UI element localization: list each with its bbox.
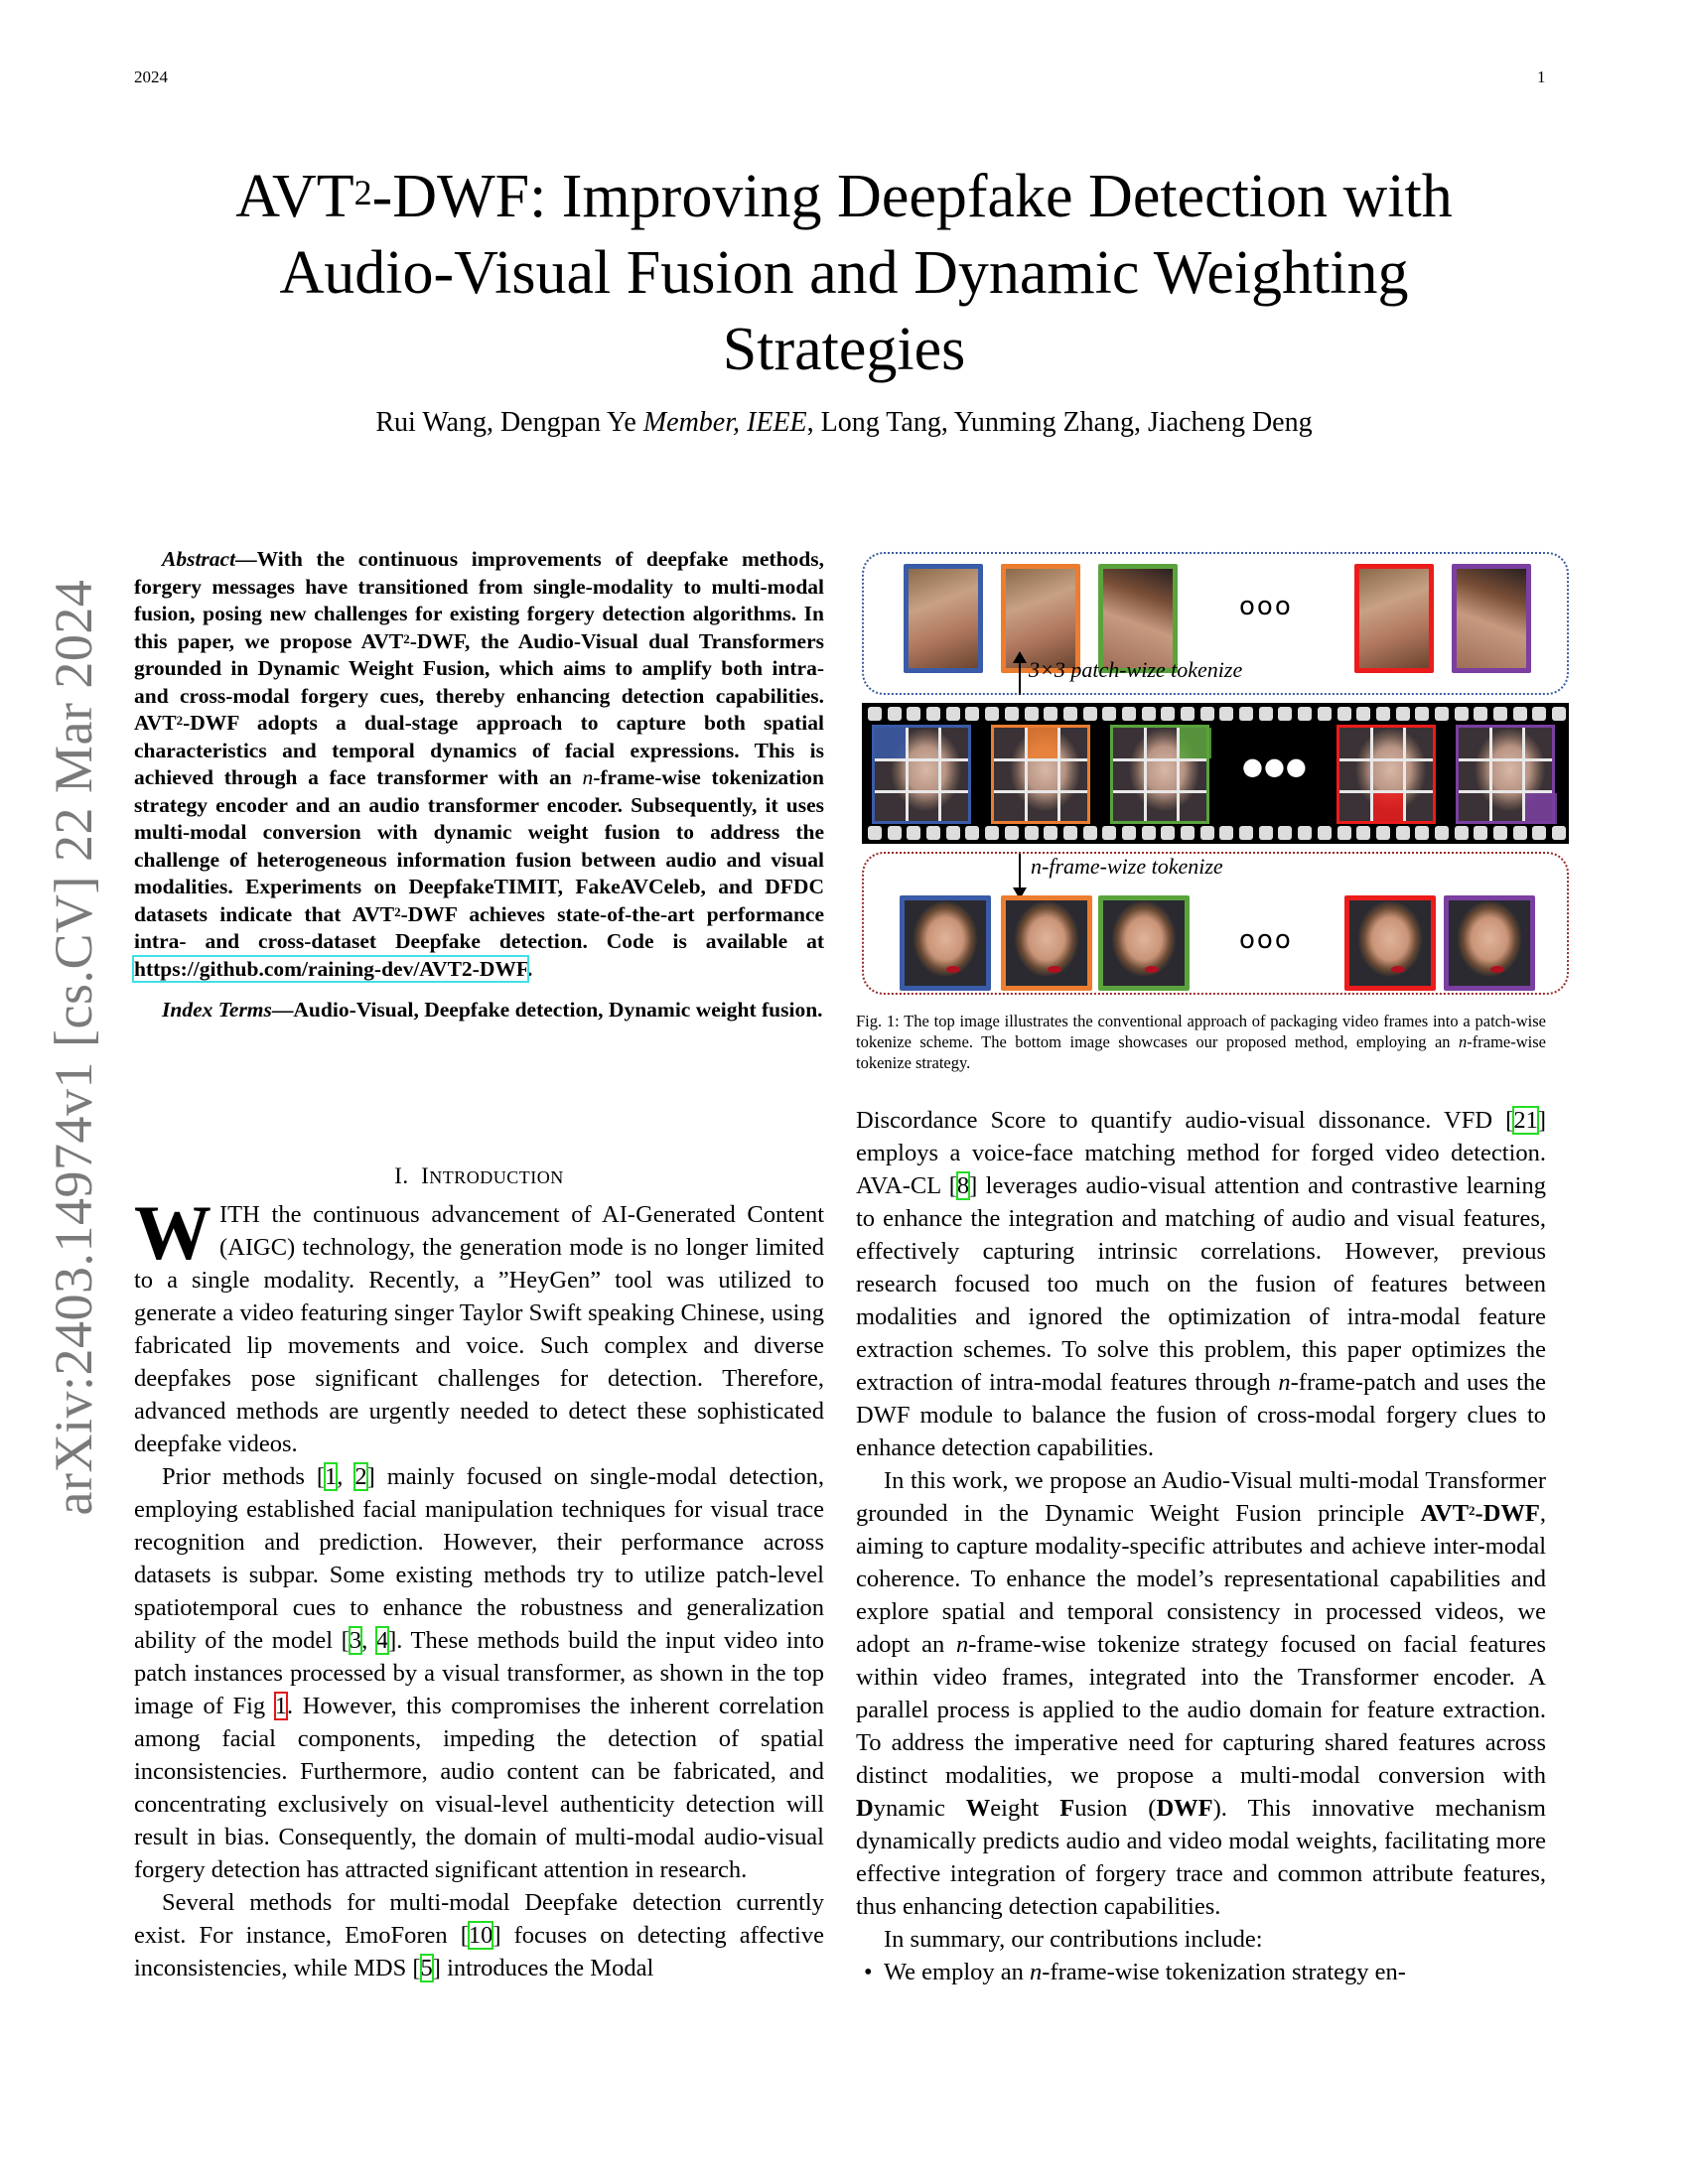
page-number: 1 [1537,68,1546,86]
superscript: 2 [394,903,401,919]
author-role: Member, IEEE [642,407,807,438]
paragraph-text: usion ( [1074,1795,1157,1822]
open-ellipsis-icon: ooo [1239,925,1293,955]
full-frame-orange [1001,895,1092,991]
index-terms-label: Index Terms [162,998,272,1022]
open-ellipsis-icon: ooo [1239,592,1293,621]
title-line-2: Audio-Visual Fusion and Dynamic Weighting [279,239,1409,307]
abstract-text: -frame-wise tokenization strategy encoder and an audio transformer encoder. Subsequently, it uses multi-modal conversion with dynamic weight fusion to address the challenge of heterogeneous information fusion between audio and visual modalities. Experiments on DeepfakeTIMIT, FakeAVCeleb, and DFDC datasets indicate that AVT [134,765,825,926]
title-line-3: Strategies [722,316,966,383]
filled-ellipsis-icon: ●●● [1242,752,1308,780]
citation-link[interactable]: 4 [375,1627,389,1654]
frame-grid-purple [1456,725,1555,824]
citation-link[interactable]: 21 [1513,1107,1538,1134]
frame-grid-orange [991,725,1090,824]
paragraph-text: -frame-wise tokenize strategy focused on facial features within video frames, integrated into the Transformer encoder. A parallel process is applied to the audio domain for feature extraction. To address the imperative need for capturing shared features across distinct modalities, we propose a multi-modal conversion with [856,1631,1546,1789]
film-perforations [868,826,1567,840]
math-n: n [1278,1369,1291,1396]
contribution-bullet-1 [856,1956,1546,1988]
frame-grid-red [1336,725,1436,824]
paragraph-text: ]. These methods build the input video into patch instances processed by a visual transformer, as shown in the top image of Fig [134,1627,824,1719]
abstract-text: -DWF achieves state-of-the-art performance intra- and cross-dataset Deepfake detection. Code is available at [134,901,824,953]
title-superscript: 2 [353,173,372,212]
superscript: 2 [403,630,410,646]
frame-tokenize-label: n-frame-wize tokenize [1031,854,1223,879]
paper-title [0,159,1688,388]
frame-grid-green [1110,725,1209,824]
right-paragraph-2 [856,1464,1546,1923]
patch-tile-blue [904,564,983,673]
index-terms [134,997,824,1024]
citation-link[interactable]: 1 [325,1463,338,1490]
figure-reference-link[interactable]: 1 [274,1693,287,1719]
math-n: n [1030,1959,1043,1985]
paragraph-text: In this work, we propose an Audio-Visual multi-modal Transformer grounded in the Dynamic Weight Fusion principle [856,1467,1546,1527]
patch-tile-red [1354,564,1434,673]
index-terms-text: —Audio-Visual, Deepfake detection, Dynamic weight fusion. [271,998,823,1022]
abstract-block [134,546,824,1024]
paragraph-text: ] mainly focused on single-modal detection, employing established facial manipulation techniques for visual trace recognition and prediction. However, their performance across datasets is subpar. Some existing methods try to utilize patch-level spatiotemporal cues to enhance the robustness and generalization ability of the model [ [134,1463,825,1654]
paragraph-text: Prior methods [ [162,1463,326,1490]
intro-right-column [856,1104,1546,1988]
full-frame-blue [900,895,991,991]
superscript: 2 [1469,1503,1476,1518]
running-header-year: 2024 [134,68,168,86]
dash: — [235,547,257,571]
separator: , [337,1463,355,1490]
period: . [527,956,533,981]
patch-tokenize-label: 3×3 patch-wize tokenize [1029,657,1243,682]
authors-text: , Long Tang, Yunming Zhang, Jiacheng Deng [806,407,1313,438]
down-arrow-icon [1019,854,1021,889]
paragraph-text: eight [990,1795,1060,1822]
acronym-letter: W [965,1795,991,1822]
code-repository-link[interactable]: https://github.com/raining-dev/AVT2-DWF [134,956,528,981]
section-heading-introduction [134,1163,824,1189]
paragraph-text: ] introduces the Modal [432,1955,654,1981]
intro-paragraph-3 [134,1886,824,1984]
right-paragraph-3: In summary, our contributions include: [884,1926,1263,1953]
paragraph-text: ). This innovative mechanism dynamically predicts audio and video modal weights, facilitating more effective integration of forgery trace and common attribute features, thus enhancing detection capabilities. [856,1795,1546,1920]
citation-link[interactable]: 8 [956,1172,970,1199]
section-title-initial: I [421,1163,430,1188]
paragraph-text: -frame-wise tokenization strategy en- [1042,1959,1406,1985]
full-frame-purple [1444,895,1535,991]
method-name: AVT [1420,1500,1470,1527]
paragraph-text: . However, this compromises the inherent correlation among facial components, impeding the detection of spatial inconsistencies. Furthermore, audio content can be fabricated, and concentrating exclusively on visual-level authenticity detection will result in bias. Consequently, the domain of multi-modal audio-visual forgery detection has attracted significant attention in research. [134,1693,824,1883]
citation-link[interactable]: 2 [354,1463,367,1490]
superscript: 2 [176,713,184,728]
citation-link[interactable]: 3 [349,1627,362,1654]
math-n: n [582,765,594,789]
figure-1-caption [856,1011,1546,1073]
acronym-letter: D [856,1795,874,1822]
acronym-letter: F [1059,1795,1075,1822]
math-n: n [1459,1032,1468,1051]
figure-1 [862,544,1569,1001]
intro-paragraph-2 [134,1460,824,1886]
section-title-rest: NTRODUCTION [429,1167,564,1187]
abstract-text: With the continuous improvements of deepfake methods, forgery messages have transitioned from single-modality to multi-modal fusion, posing new challenges for existing forgery detection algorithms. In this paper, we propose AVT [134,547,824,653]
paragraph-text: ] employs a voice-face matching method for forged video detection. AVA-CL [ [856,1107,1546,1199]
math-n: n [955,1631,969,1658]
title-part: AVT [235,163,354,230]
abstract-text: -DWF, the Audio-Visual dual Transformers grounded in Dynamic Weight Fusion, which aims to amplify both intra- and cross-modal forgery cues, thereby enhancing detection capabilities. AVT [134,628,824,735]
acronym: DWF [1156,1795,1213,1822]
video-filmstrip [862,703,1569,844]
paragraph-text: ynamic [873,1795,966,1822]
paragraph-text: ITH the continuous advancement of AI-Generated Content (AIGC) technology, the generation mode is no longer limited to a single modality. Recently, a ”HeyGen” tool was utilized to generate a video featuring singer Taylor Swift speaking Chinese, using fabricated lip movements and voice. Such complex and diverse deepfakes pose significant challenges for detection. Therefore, advanced methods are urgently needed to detect these sophisticated deepfake videos. [134,1201,824,1457]
full-frame-red [1344,895,1436,991]
right-paragraph-1 [856,1104,1546,1464]
abstract-label: Abstract [162,547,236,571]
arrow-head-icon [1013,651,1027,663]
author-list [0,407,1688,439]
caption-text: -frame-wise tokenize strategy. [856,1032,1546,1072]
paragraph-text: Several methods for multi-modal Deepfake detection currently exist. For instance, EmoForen [ [134,1889,824,1949]
section-number: I. [394,1163,409,1188]
authors-text: Rui Wang, Dengpan Ye [375,407,643,438]
method-name: -DWF [1475,1500,1540,1527]
paragraph-text: Discordance Score to quantify audio-visual dissonance. VFD [ [856,1107,1514,1134]
separator: , [361,1627,376,1654]
drop-cap: W [134,1189,211,1276]
title-part: -DWF: Improving Deepfake Detection with [371,163,1453,230]
paragraph-text: ] focuses on detecting affective inconsistencies, while MDS [ [134,1922,824,1981]
caption-text: Fig. 1: The top image illustrates the conventional approach of packaging video frames into a patch-wise tokenize scheme. The bottom image showcases our proposed method, employing an [856,1012,1546,1051]
abstract-text: -DWF adopts a dual-stage approach to capture both spatial characteristics and temporal dynamics of facial expressions. This is achieved through a face transformer with an [134,711,824,789]
intro-left-column [134,1189,825,1984]
full-frame-green [1098,895,1190,991]
arxiv-watermark: arXiv:2403.14974v1 [cs.CV] 22 Mar 2024 [44,579,103,1516]
paragraph-text: , aiming to capture modality-specific attributes and achieve inter-modal coherence. To enhance the model’s representational capabilities and explore spatial and temporal consistency in processed videos, we adopt an [856,1500,1546,1658]
film-perforations [868,707,1567,721]
paragraph-text: ] leverages audio-visual attention and contrastive learning to enhance the integration and matching of audio and visual features, effectively capturing intrinsic correlations. However, previous research focused too much on the fusion of features between modalities and ignored the optimization of intra-modal feature extraction schemes. To solve this problem, this paper optimizes the extraction of intra-modal features through [856,1172,1546,1396]
citation-link[interactable]: 5 [420,1955,433,1981]
patch-tile-purple [1452,564,1531,673]
abstract-paragraph [134,546,824,983]
citation-link[interactable]: 10 [468,1922,493,1949]
paragraph-text: We employ an [884,1959,1031,1985]
paragraph-text: -frame-patch and uses the DWF module to balance the fusion of cross-modal forgery clues to enhance detection capabilities. [856,1369,1546,1461]
frame-grid-blue [872,725,971,824]
intro-paragraph-1 [134,1189,824,1460]
